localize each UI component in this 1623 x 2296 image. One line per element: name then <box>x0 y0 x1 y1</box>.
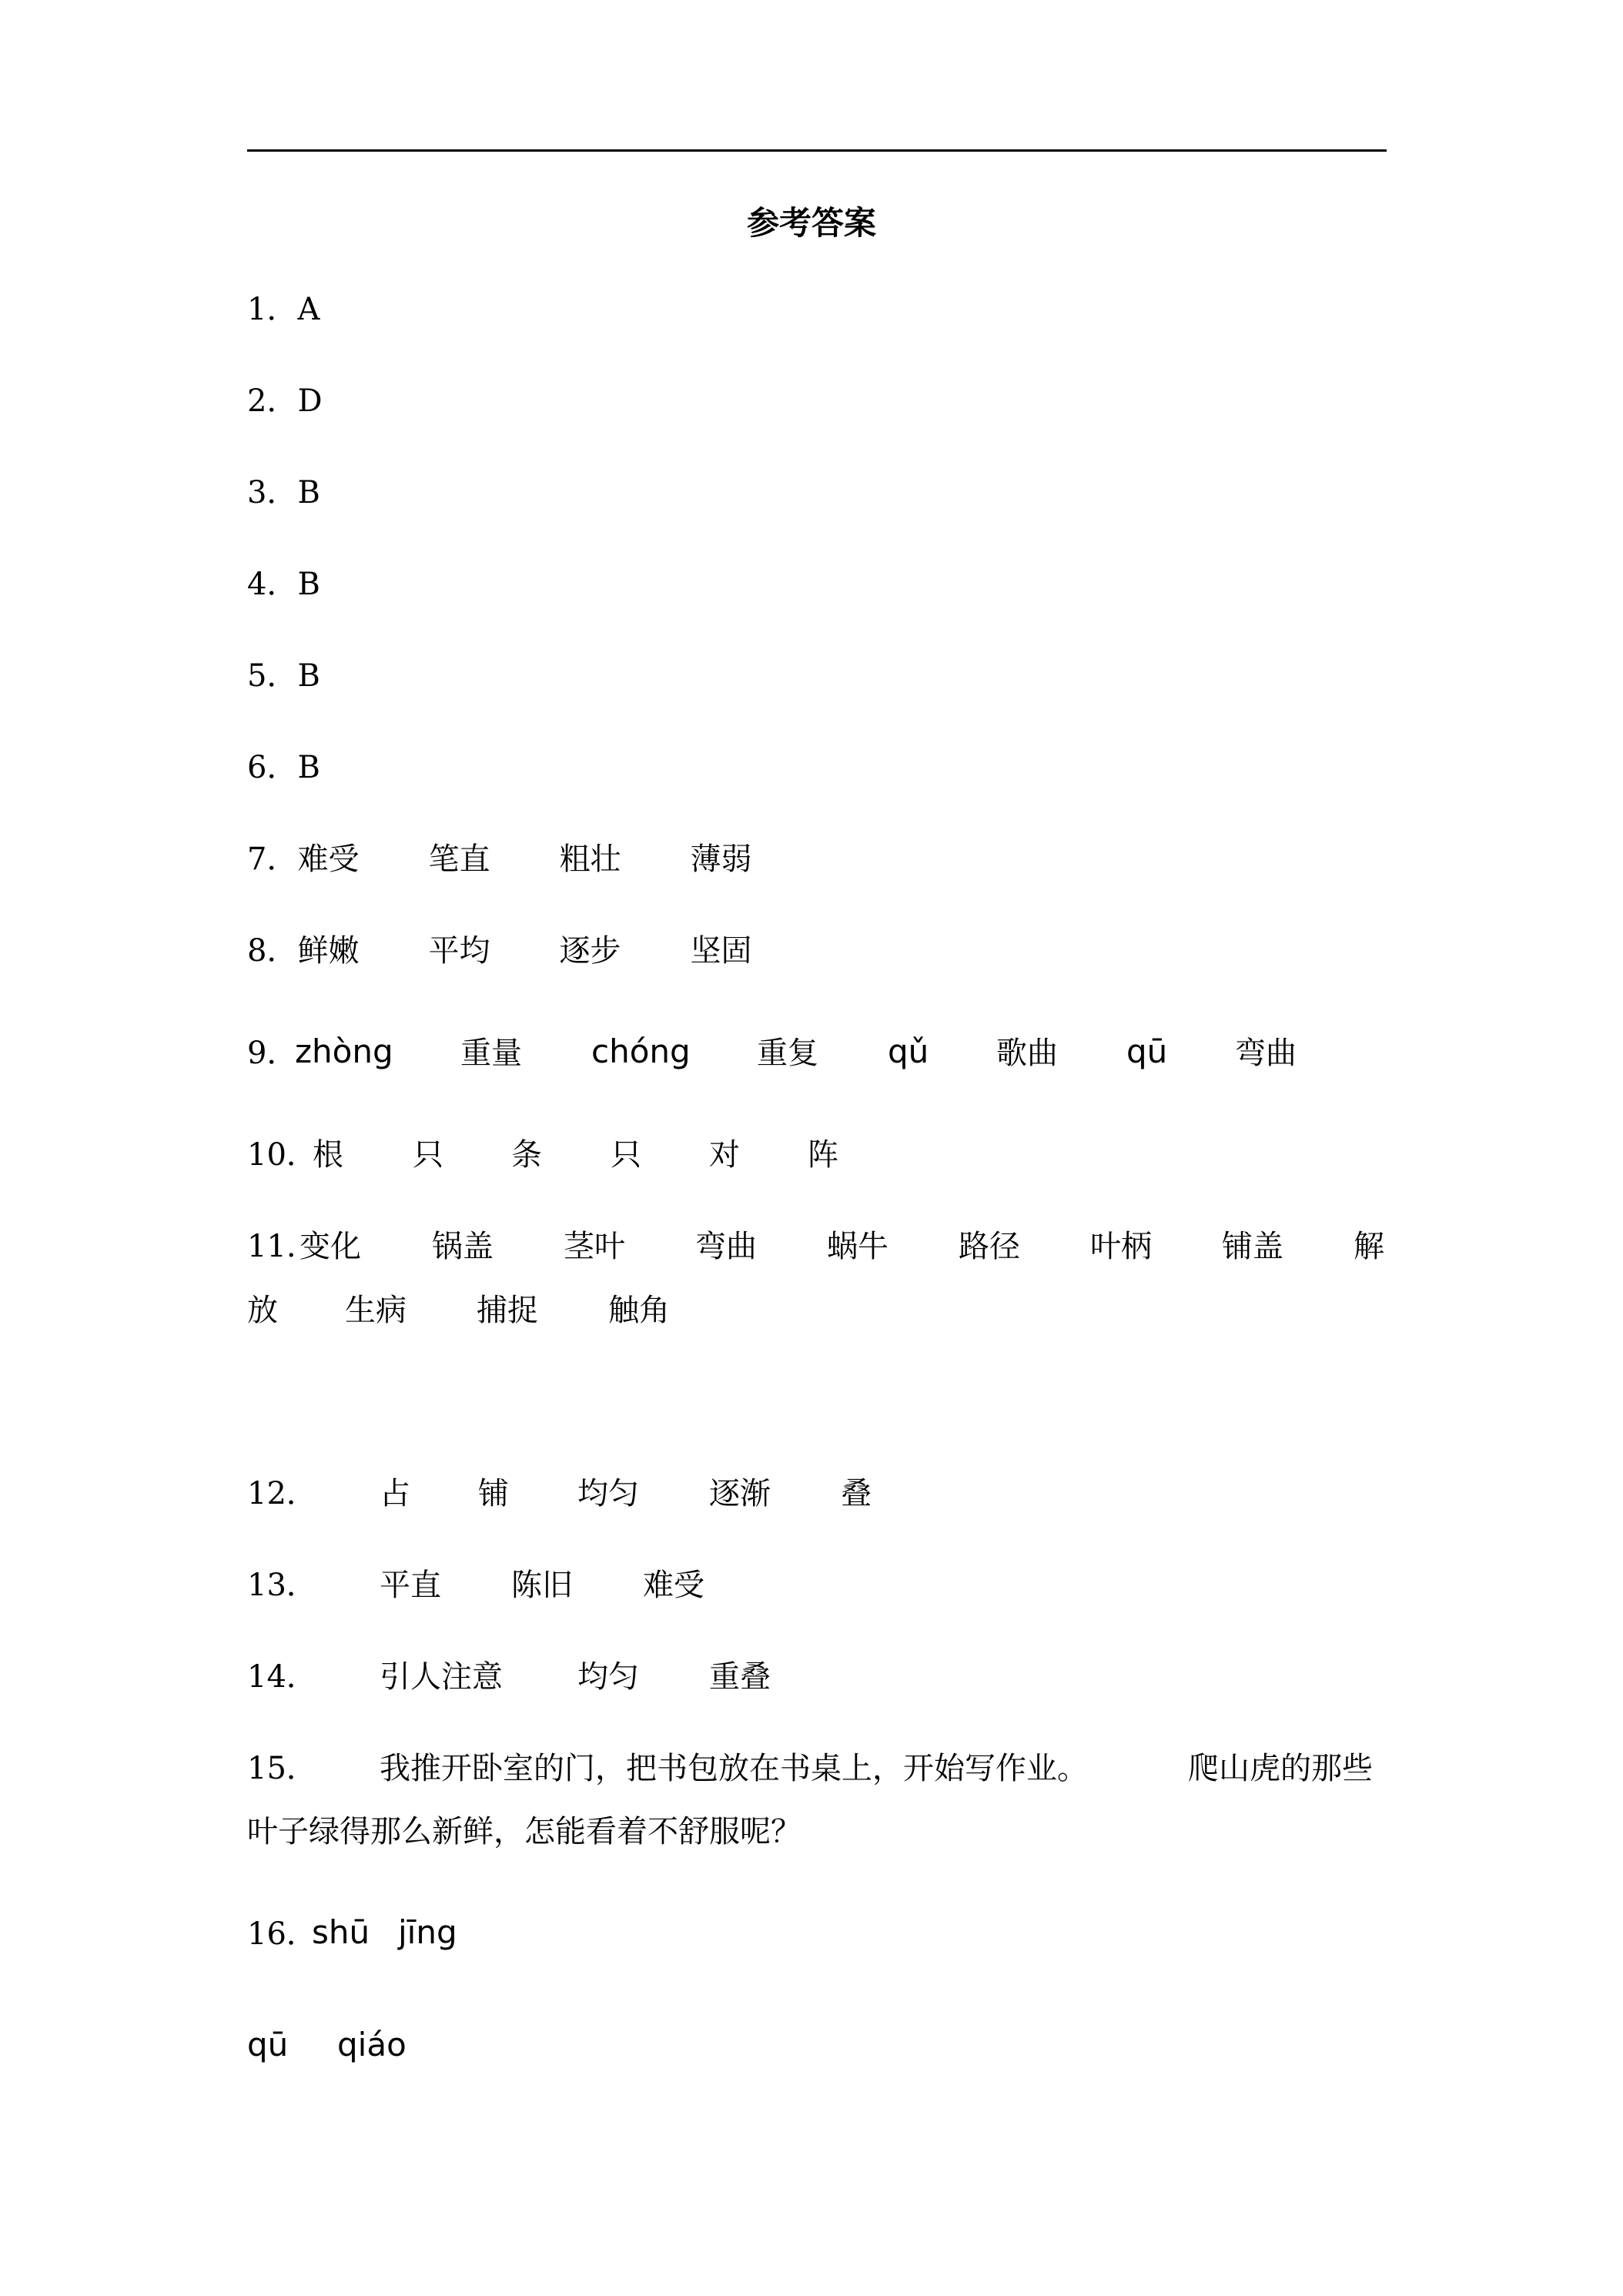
answer-number: 6． <box>247 750 298 785</box>
answer-number: 1． <box>247 292 298 327</box>
answer-word: 只 <box>611 1137 641 1173</box>
answer-text: D <box>297 383 323 419</box>
answer-word: 粗壮 <box>559 842 621 877</box>
answer-word: 弯曲 <box>1235 1036 1297 1071</box>
answer-word: 阵 <box>808 1137 838 1173</box>
answer-word: 坚固 <box>690 933 752 969</box>
answer-word: 铺盖 <box>1222 1229 1283 1264</box>
answer-word: 根 <box>313 1137 343 1173</box>
answer-word: 触角 <box>608 1293 670 1328</box>
answer-word: 均匀 <box>577 1476 639 1511</box>
answer-number: 5． <box>247 658 298 694</box>
answer-word: 路径 <box>959 1229 1020 1264</box>
answer-word: 均匀 <box>577 1659 639 1695</box>
answer-16-line-2 <box>247 2025 1387 2068</box>
answer-text: B <box>297 475 320 510</box>
answer-text: A <box>297 292 320 327</box>
answer-word: 重叠 <box>709 1659 771 1695</box>
answer-number: 16． <box>247 1916 317 1952</box>
answer-word: 条 <box>511 1137 542 1173</box>
answer-number: 15． <box>247 1751 317 1786</box>
answer-number: 8． <box>247 933 298 969</box>
answer-word: 引人注意 <box>380 1659 503 1695</box>
answer-word: 对 <box>709 1137 740 1173</box>
answer-word: 解 <box>1354 1229 1384 1264</box>
pinyin: qū <box>247 2026 289 2063</box>
pinyin: zhòng <box>295 1033 393 1070</box>
answer-word: 叶柄 <box>1090 1229 1152 1264</box>
answer-13 <box>247 1564 1387 1607</box>
answer-word: 锅盖 <box>432 1229 494 1264</box>
answer-number: 2． <box>247 383 298 419</box>
pinyin: qū <box>1126 1033 1168 1070</box>
pinyin: shū <box>312 1913 370 1951</box>
answer-6 <box>247 746 320 789</box>
answer-15-line-1 <box>247 1747 1387 1790</box>
answer-text: B <box>297 750 320 785</box>
answer-text: B <box>297 567 320 602</box>
answer-number: 9． <box>247 1036 298 1071</box>
answer-word: 笔直 <box>428 842 490 877</box>
answer-15-line-2 <box>247 1810 801 1853</box>
answer-9 <box>247 1032 1387 1075</box>
answer-11-line-2 <box>247 1289 1387 1332</box>
answer-word: 变化 <box>300 1229 361 1264</box>
answer-number: 13． <box>247 1568 317 1603</box>
header-rule <box>247 149 1387 152</box>
answer-word: 平直 <box>380 1568 441 1603</box>
answer-word: 铺 <box>478 1476 509 1511</box>
answer-word: 歌曲 <box>996 1036 1058 1071</box>
answer-number: 4． <box>247 567 298 602</box>
answer-word: 逐步 <box>559 933 621 969</box>
answer-16-line-1 <box>247 1913 1387 1956</box>
answer-sentence: 叶子绿得那么新鲜，怎能看着不舒服呢？ <box>247 1814 801 1849</box>
answer-14 <box>247 1655 1387 1699</box>
answer-number: 12． <box>247 1476 317 1511</box>
answer-word: 难受 <box>297 842 360 877</box>
answer-number: 14． <box>247 1659 317 1695</box>
answer-word: 蜗牛 <box>827 1229 888 1264</box>
answer-sentence: 我推开卧室的门，把书包放在书桌上，开始写作业。 <box>380 1751 1088 1786</box>
answer-4 <box>247 563 320 606</box>
answer-word: 茎叶 <box>564 1229 625 1264</box>
answer-5 <box>247 654 320 698</box>
answer-word: 放 <box>247 1293 278 1328</box>
answer-word: 生病 <box>345 1293 407 1328</box>
answer-12 <box>247 1472 1387 1515</box>
answer-word: 弯曲 <box>695 1229 757 1264</box>
answer-text: B <box>297 658 320 694</box>
answer-10 <box>247 1133 1387 1176</box>
answer-2 <box>247 380 323 423</box>
answer-sentence: 爬山虎的那些 <box>1188 1751 1373 1786</box>
answer-7 <box>247 838 751 881</box>
answer-word: 平均 <box>428 933 490 969</box>
answer-number: 7． <box>247 842 298 877</box>
answer-1 <box>247 288 320 331</box>
answer-word: 难受 <box>643 1568 704 1603</box>
pinyin: chóng <box>591 1033 691 1070</box>
answer-word: 薄弱 <box>690 842 752 877</box>
answer-word: 叠 <box>841 1476 872 1511</box>
answer-word: 占 <box>380 1476 410 1511</box>
answer-word: 鲜嫩 <box>297 933 360 969</box>
answer-number: 11. <box>247 1229 296 1264</box>
answer-number: 10． <box>247 1137 317 1173</box>
pinyin: qiáo <box>337 2026 407 2063</box>
answer-word: 重复 <box>757 1036 818 1071</box>
answer-number: 3． <box>247 475 298 510</box>
answer-word: 捕捉 <box>477 1293 538 1328</box>
pinyin: jīng <box>398 1913 457 1951</box>
answer-word: 只 <box>413 1137 443 1173</box>
answer-11-line-1 <box>247 1225 1387 1268</box>
answer-3 <box>247 471 320 514</box>
pinyin: qǔ <box>888 1033 929 1070</box>
answer-word: 陈旧 <box>511 1568 573 1603</box>
answer-8 <box>247 929 751 972</box>
answer-word: 重量 <box>460 1036 522 1071</box>
answer-word: 逐渐 <box>709 1476 771 1511</box>
page-title: 参考答案 <box>746 204 876 242</box>
